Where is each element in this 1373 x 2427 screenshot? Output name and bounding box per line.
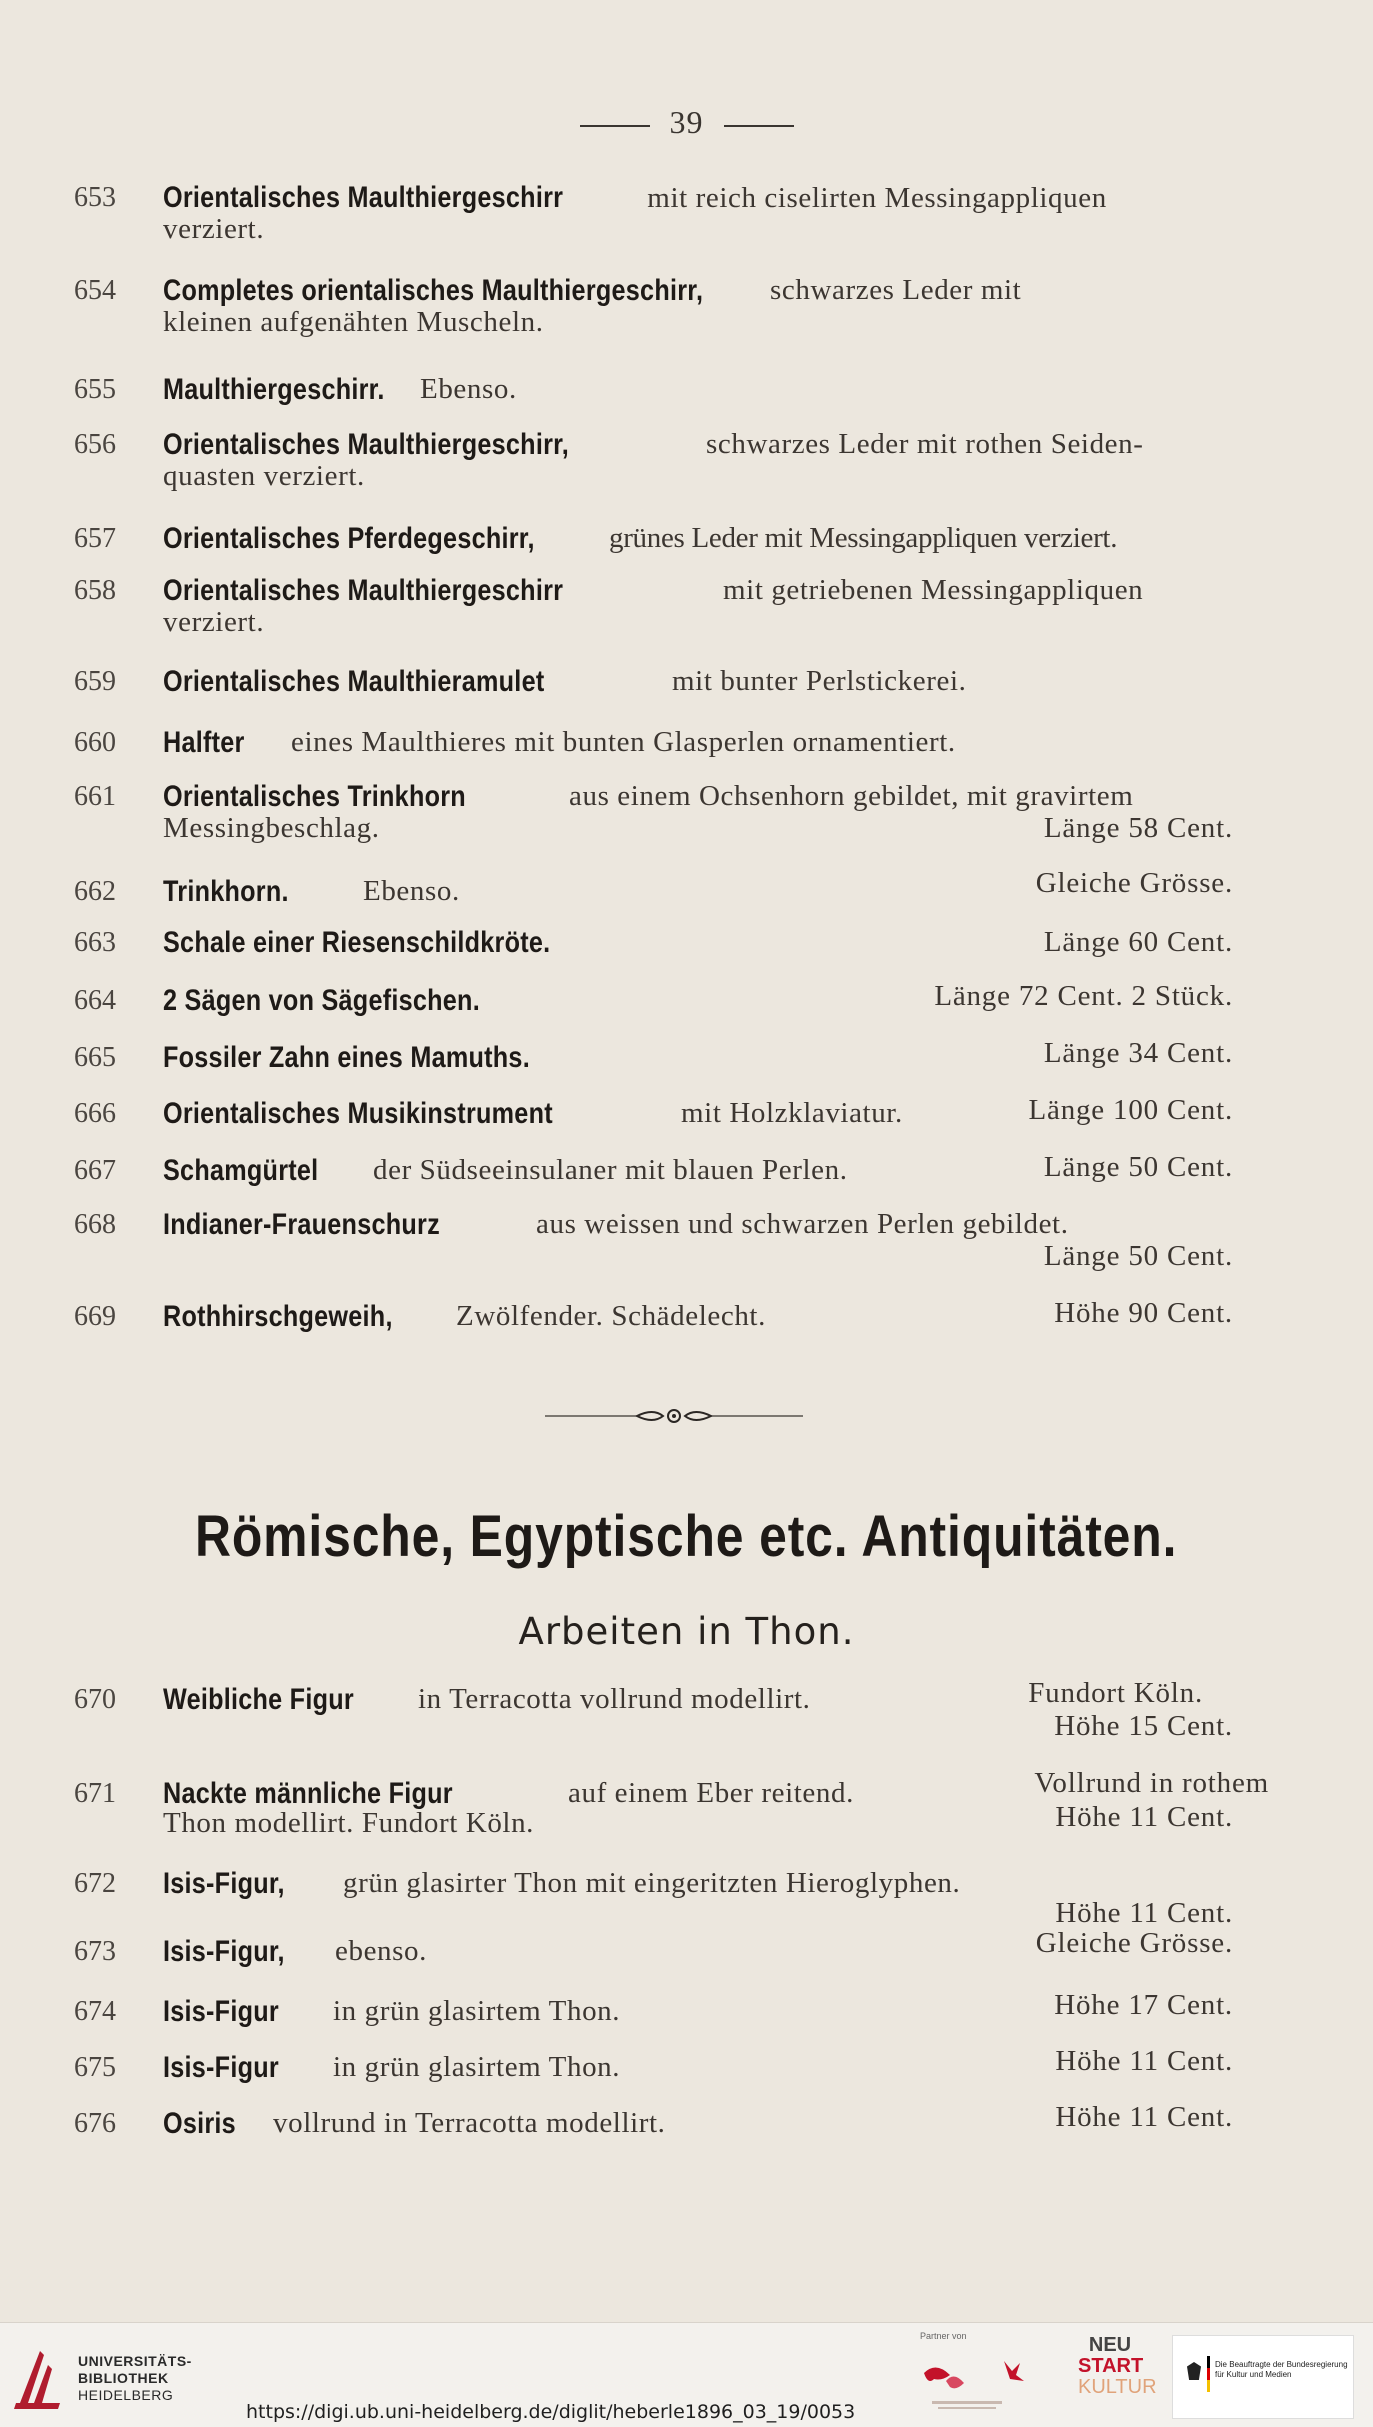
find-location: Fundort Köln.: [1028, 1677, 1203, 1709]
bkm-logo: Die Beauftragte der Bundesregierung für Kultur und Medien: [1172, 2335, 1354, 2419]
entry-title: Weibliche Figur: [163, 1683, 354, 1716]
measurement: Länge 60 Cent.: [1043, 926, 1233, 958]
measurement: Länge 58 Cent.: [1043, 812, 1233, 844]
partner-label: Partner von: [920, 2331, 967, 2341]
ornament-divider: [545, 1404, 803, 1428]
permalink[interactable]: https://digi.ub.uni-heidelberg.de/diglit/heberle1896_03_19/0053: [246, 2401, 856, 2423]
description-continued: Vollrund in rothem: [1034, 1767, 1269, 1799]
entry-title: Orientalisches Pferdegeschirr,: [163, 522, 535, 555]
entry-title: Trinkhorn.: [163, 875, 289, 908]
measurement: Länge 100 Cent.: [1028, 1094, 1233, 1126]
entry-title: Isis-Figur,: [163, 1935, 285, 1968]
entry-title: Orientalisches Musikinstrument: [163, 1097, 553, 1130]
page-number: 39: [0, 104, 1373, 141]
measurement: Höhe 90 Cent.: [1054, 1297, 1233, 1329]
entry-title: Schale einer Riesenschildkröte.: [163, 926, 551, 959]
measurement: Höhe 11 Cent.: [1055, 2045, 1233, 2077]
ddb-logo-icon: [920, 2351, 1040, 2421]
measurement: Gleiche Grösse.: [1035, 1927, 1233, 1959]
entry-title: Orientalisches Maulthiergeschirr: [163, 181, 564, 214]
entry-title: Orientalisches Trinkhorn: [163, 780, 466, 813]
entry-title: Rothhirschgeweih,: [163, 1300, 393, 1333]
measurement: Höhe 11 Cent.: [1055, 1801, 1233, 1833]
university-library-logo-icon: [14, 2345, 66, 2411]
german-flag-icon: [1207, 2356, 1210, 2392]
entry-title: Nackte männliche Figur: [163, 1777, 453, 1810]
neustart-kultur-logo: NEU START KULTUR: [1078, 2334, 1157, 2398]
measurement: Höhe 11 Cent.: [1055, 1897, 1233, 1929]
measurement: Länge 50 Cent.: [1043, 1240, 1233, 1272]
measurement: Gleiche Grösse.: [1035, 867, 1233, 899]
entry-title: Fossiler Zahn eines Mamuths.: [163, 1041, 530, 1074]
measurement: Höhe 17 Cent.: [1054, 1989, 1233, 2021]
entry-title: Halfter: [163, 726, 245, 759]
entry-title: Schamgürtel: [163, 1154, 319, 1187]
entry-title: Maulthiergeschirr.: [163, 373, 385, 406]
entry-title: Isis-Figur: [163, 1995, 279, 2028]
measurement: Länge 50 Cent.: [1043, 1151, 1233, 1183]
entry-title: Orientalisches Maulthieramulet: [163, 665, 545, 698]
measurement: Länge 72 Cent. 2 Stück.: [934, 980, 1233, 1012]
entry-title: Isis-Figur: [163, 2051, 279, 2084]
measurement: Höhe 11 Cent.: [1055, 2101, 1233, 2133]
section-subtitle: Arbeiten in Thon.: [518, 1610, 855, 1653]
measurement: Länge 34 Cent.: [1043, 1037, 1233, 1069]
entry-title: Orientalisches Maulthiergeschirr: [163, 574, 564, 607]
university-library-name: UNIVERSITÄTS- BIBLIOTHEK HEIDELBERG: [78, 2353, 192, 2403]
entry-title: Completes orientalisches Maulthiergeschirr,: [163, 274, 704, 307]
entry-title: Isis-Figur,: [163, 1867, 285, 1900]
section-title: Römische, Egyptische etc. Antiquitäten.: [195, 1504, 1178, 1569]
federal-eagle-icon: [1187, 2362, 1201, 2380]
entry-title: Orientalisches Maulthiergeschirr,: [163, 428, 570, 461]
measurement: Höhe 15 Cent.: [1054, 1710, 1233, 1742]
entry-title: 2 Sägen von Sägefischen.: [163, 984, 480, 1017]
entry-title: Osiris: [163, 2107, 236, 2140]
digitization-footer: [0, 2322, 1373, 2427]
entry-title: Indianer-Frauenschurz: [163, 1208, 440, 1241]
